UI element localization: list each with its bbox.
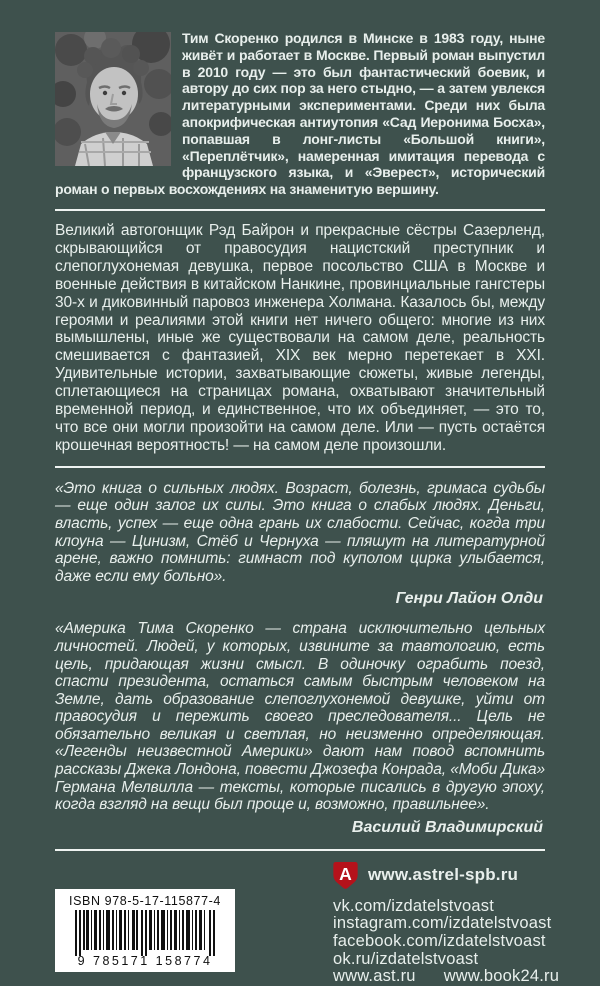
review-quote-author: Василий Владимирский: [351, 818, 543, 836]
author-bio-text: Тим Скоренко родился в Минске в 1983 году, ныне живёт и работает в Москве. Первый роман выпустил в 2010 году — это был фантастический боевик, и автору до сих пор за него стыдно, — а затем увлекся литературными экспериментами. Среди них была апокрифическая антиутопия «Сад Иеронима Босха», попавшая в лонг-листы «Большой книги», «Переплётчик», намеренная имитация перевода с французского языка, и «Эверест», исторический роман о первых восхождениях на знаменитую вершину.: [55, 30, 545, 198]
ast-site-link: www.ast.ru: [333, 967, 416, 986]
book24-site-link: www.book24.ru: [443, 967, 560, 986]
section-divider: [55, 466, 545, 468]
barcode-image: [75, 910, 215, 956]
instagram-link: instagram.com/izdatelstvoast: [333, 914, 552, 933]
sites-row: [333, 968, 559, 986]
review-quote-oldie: [55, 480, 545, 609]
section-divider: [55, 209, 545, 211]
astrel-site-row: [333, 862, 559, 889]
publisher-footer: [55, 862, 560, 986]
ast-publisher-logo-icon: [333, 862, 358, 889]
publisher-links: [333, 862, 559, 986]
author-photo: [55, 32, 171, 166]
author-photo-image: [55, 32, 171, 166]
ok-link: ok.ru/izdatelstvoast: [333, 949, 479, 968]
synopsis-text: Великий автогонщик Рэд Байрон и прекрасные сёстры Сазерленд, скрывающийся от правосудия нацистский преступник и слепоглухонемая девушка, первое посольство США в Москве и военные действия в китайском Нанкине, провинциальные гангстеры 30-х и диковинный паровоз инженера Холмана. Казалось бы, между героями и реалиями этой книги нет ничего общего: многие из них вымышлены, иные же существовали на самом деле, реальность смешивается с фантазией, XIX век мерно перетекает в XXI. Удивительные истории, захватывающие сюжеты, живые легенды, сплетающиеся на страницах романа, охватывают значительный временной период, и единственное, что их объединяет, — это то, что все они могли произойти на самом деле. Или — пусть остаётся крошечная вероятность! — на самом деле произошли.: [55, 221, 545, 454]
isbn-barcode: [55, 889, 235, 972]
vk-link: vk.com/izdatelstvoast: [333, 896, 495, 915]
svg-text:А: А: [339, 864, 352, 885]
isbn-digits: 9 785171 158774: [77, 953, 213, 968]
section-divider: [55, 849, 545, 851]
astrel-url: www.astrel-spb.ru: [368, 865, 519, 885]
review-quote-author: Генри Лайон Олди: [395, 590, 543, 608]
review-quote-text: «Это книга о сильных людях. Возраст, болезнь, гримаса судьбы — еще один залог их силы. Это книга о слабых людях. Деньги, власть, успех — еще одна грань их слабости. Сейчас, когда три клоуна — Цинизм, Стёб и Чернуха — пляшут на литературной арене, важно помнить: гимнаст под куполом цирка улыбается, даже если ему больно».: [55, 479, 545, 585]
isbn-area: [55, 862, 333, 986]
facebook-link: facebook.com/izdatelstvoast: [333, 932, 546, 951]
review-quote-text: «Америка Тима Скоренко — страна исключительно цельных личностей. Людей, у которых, извините за тавтологию, есть цель, придающая жизни смысл. В одиночку ограбить поезд, спасти президента, остаться самым быстрым человеком на Земле, дать образование слепоглухонемой девушке, уйти от правосудия и пережить своего преследователя... Цель не обязательно великая и светлая, но неизменно определяющая. «Легенды неизвестной Америки» дают нам повод вспомнить рассказы Джека Лондона, повести Джозефа Конрада, «Моби Дика» Германа Мелвилла — тексты, которые писались в другую эпоху, когда взгляд на вещи был проще и, возможно, правильнее».: [55, 620, 545, 814]
review-quote-vladimirsky: [55, 620, 545, 837]
isbn-label: ISBN 978-5-17-115877-4: [69, 893, 221, 908]
author-bio-section: [55, 30, 545, 198]
